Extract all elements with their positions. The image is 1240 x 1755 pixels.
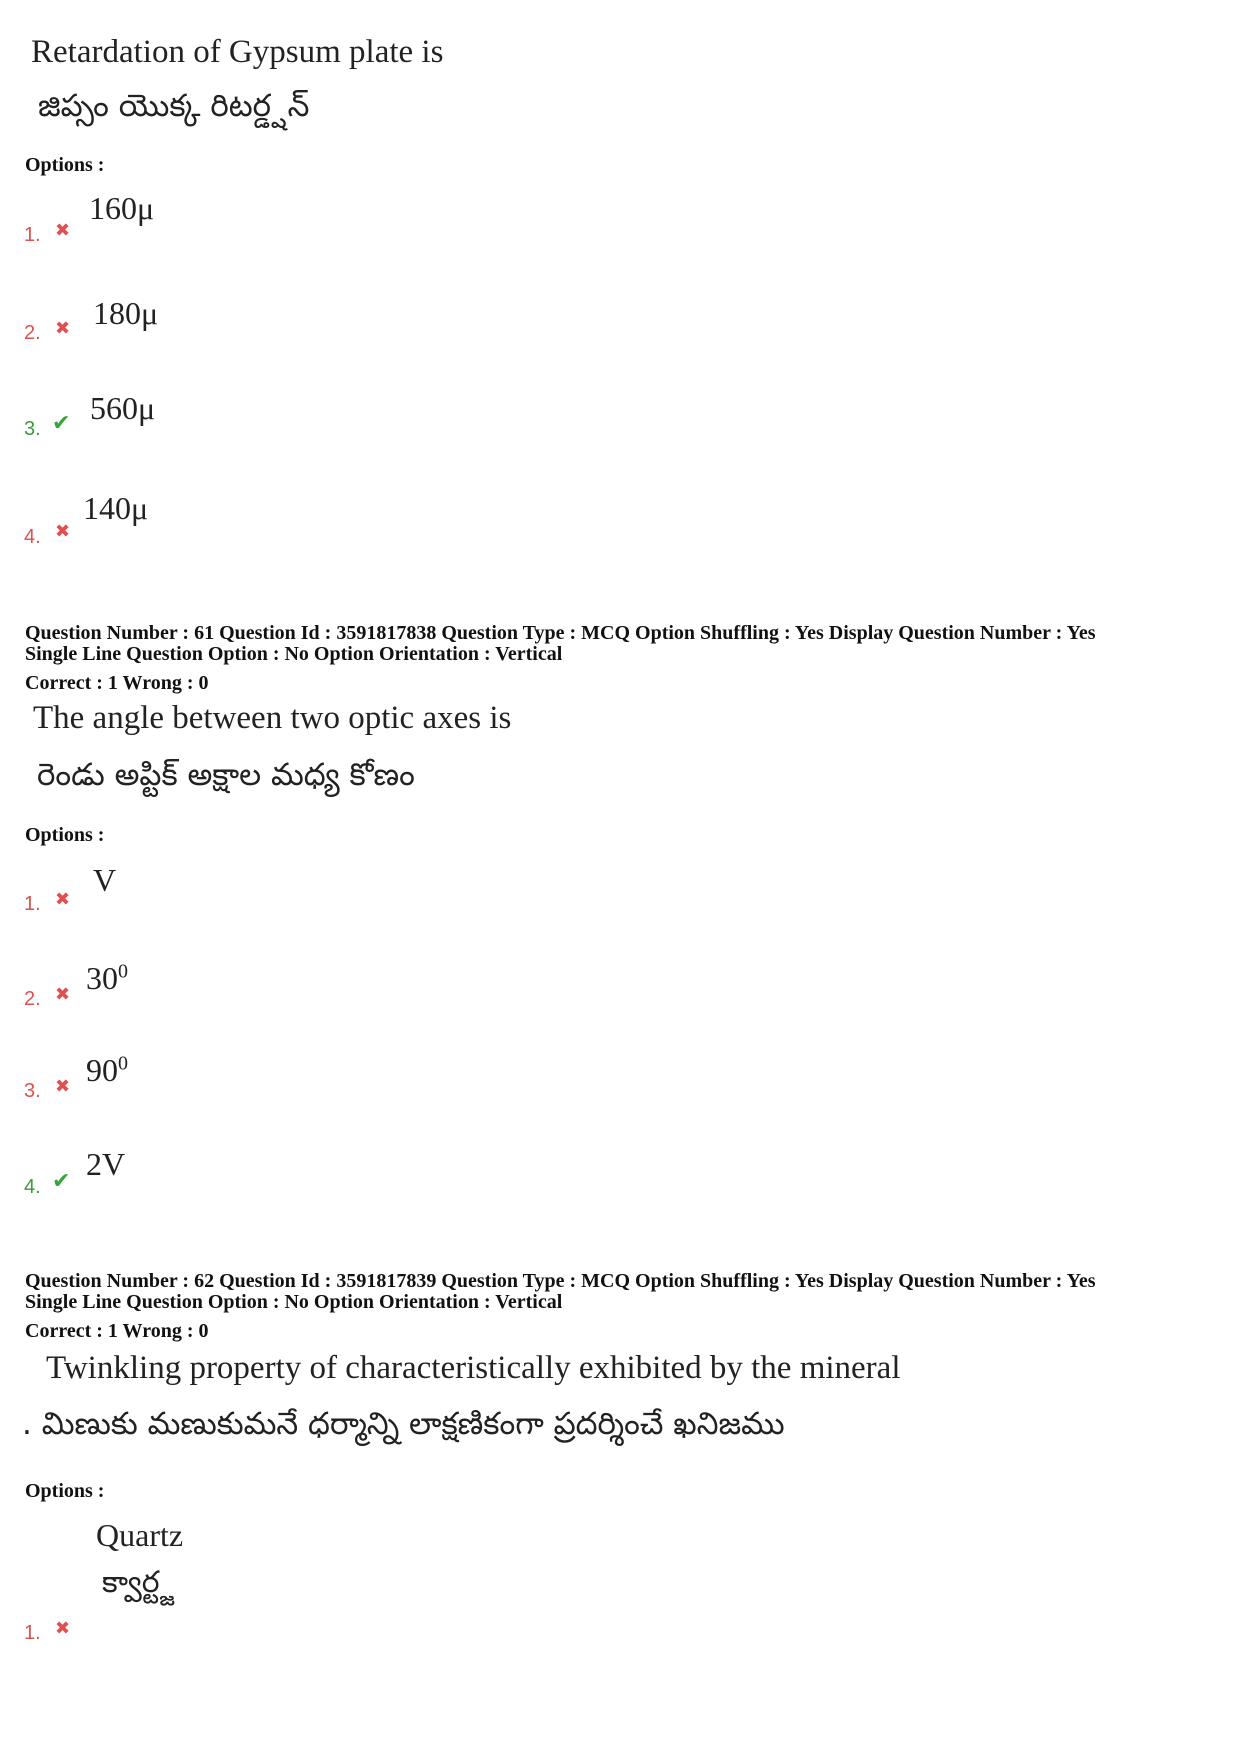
option-number: 1. (24, 224, 41, 246)
wrong-icon: ✖ (55, 984, 71, 1005)
wrong-icon: ✖ (55, 521, 71, 542)
q62-meta-line-2: Single Line Question Option : No Option Orientation : Vertical (25, 1291, 563, 1313)
option-number: 1. (24, 893, 41, 915)
option-value: V (93, 862, 117, 898)
option-number: 2. (24, 322, 41, 344)
q61-score-line: Correct : 1 Wrong : 0 (25, 672, 209, 694)
check-icon: ✔ (52, 411, 71, 436)
q62-score-line: Correct : 1 Wrong : 0 (25, 1320, 209, 1342)
q60-question-text-telugu: జిప్సం యొక్క రిటర్డ్షన్ (38, 88, 310, 124)
option-value: 140μ (83, 490, 149, 526)
option-number: 1. (24, 1622, 41, 1644)
wrong-icon: ✖ (55, 220, 71, 241)
option-value: $90^0$ (86, 1052, 128, 1088)
q62-meta-line-1: Question Number : 62 Question Id : 3591817839 Question Type : MCQ Option Shuffling : Yes Display Question Number : Yes (25, 1270, 1096, 1292)
q61-question-text: The angle between two optic axes is (33, 700, 512, 736)
option-number: 3. (24, 1080, 41, 1102)
option-value: 160μ (89, 190, 155, 226)
q62-question-text: Twinkling property of characteristically exhibited by the mineral (46, 1350, 901, 1386)
q61-meta-line-2: Single Line Question Option : No Option Orientation : Vertical (25, 643, 563, 665)
option-number: 4. (24, 1176, 41, 1198)
option-number: 2. (24, 988, 41, 1010)
wrong-icon: ✖ (55, 318, 71, 339)
option-value: $30^0$ (86, 960, 128, 996)
option-value: 180μ (93, 295, 159, 331)
wrong-icon: ✖ (55, 1076, 71, 1097)
option-number: 3. (24, 418, 41, 440)
q60-question-text: Retardation of Gypsum plate is (31, 34, 444, 70)
option-value: 560μ (90, 390, 156, 426)
wrong-icon: ✖ (55, 1618, 71, 1639)
q62-question-text-telugu: . మిణుకు మణుకుమనే ధర్మాన్ని లాక్షణికంగా ప్రదర్శించే ఖనిజము (22, 1406, 785, 1442)
q61-question-text-telugu: రెండు అప్టిక్ అక్షాల మధ్య కోణం (37, 757, 415, 793)
q62-options-label: Options : (25, 1480, 105, 1502)
wrong-icon: ✖ (55, 889, 71, 910)
option-value: 2V (86, 1146, 126, 1182)
check-icon: ✔ (52, 1169, 71, 1194)
q61-options-label: Options : (25, 824, 105, 846)
option-value-telugu: క్వార్ట్జ (102, 1565, 175, 1600)
q60-options-label: Options : (25, 154, 105, 176)
option-number: 4. (24, 526, 41, 548)
option-value: Quartz (96, 1517, 184, 1553)
q61-meta-line-1: Question Number : 61 Question Id : 3591817838 Question Type : MCQ Option Shuffling : Yes Display Question Number : Yes (25, 622, 1096, 644)
